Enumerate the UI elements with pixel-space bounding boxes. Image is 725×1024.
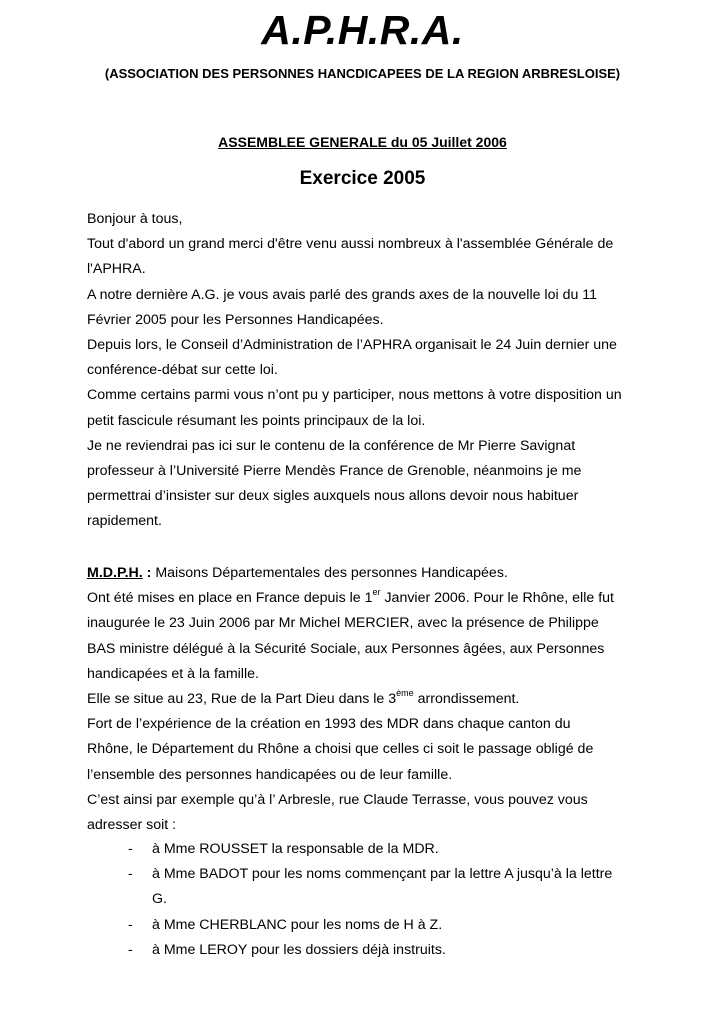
mdph-section [87, 561, 647, 838]
list-item-text: à Mme CHERBLANC pour les noms de H à Z. [152, 916, 443, 933]
mdph-acronym: M.D.P.H. [87, 565, 143, 581]
text-line: A notre dernière A.G. je vous avais parlé des grands axes de la nouvelle loi du 11 [87, 286, 598, 303]
meeting-heading [0, 132, 725, 152]
list-item-text: à Mme BADOT pour les noms commençant par la lettre A jusqu’à la lettre [152, 866, 613, 883]
superscript: ème [396, 688, 414, 699]
superscript: er [372, 587, 381, 598]
text-line: Fort de l’expérience de la création en 1993 des MDR dans chaque canton du [87, 716, 571, 733]
list-item-continuation: G. [152, 891, 167, 908]
text-line: permettrai d’insister sur deux sigles auxquels nous allons devoir nous habituer [87, 488, 579, 505]
text-line: l'APHRA. [87, 261, 146, 278]
text-line: l’ensemble des personnes handicapées ou de leur famille. [87, 766, 453, 783]
list-item-text: à Mme ROUSSET la responsable de la MDR. [152, 841, 439, 857]
text-line: conférence-débat sur cette loi. [87, 362, 278, 379]
list-item [128, 862, 648, 912]
text-line: BAS ministre délégué à la Sécurité Sociale, aux Personnes âgées, aux Personnes [87, 640, 605, 657]
list-item [128, 938, 648, 963]
mdph-definition-line [87, 561, 647, 586]
dash-bullet: - [128, 866, 133, 883]
text-line: Février 2005 pour les Personnes Handicapées. [87, 311, 384, 328]
dash-bullet: - [128, 916, 133, 933]
text-segment: Elle se situe au 23, Rue de la Part Dieu dans le 3 [87, 690, 397, 707]
text-line [87, 687, 647, 712]
text-line: handicapées et à la famille. [87, 665, 259, 682]
text-line: Depuis lors, le Conseil d’Administration de l’APHRA organisait le 24 Juin dernier une [87, 336, 617, 353]
list-item [128, 837, 648, 862]
list-item [128, 913, 648, 938]
text-segment: arrondissement. [413, 690, 520, 707]
text-line: professeur à l’Université Pierre Mendès France de Grenoble, néanmoins je me [87, 462, 582, 479]
dash-bullet: - [128, 941, 133, 958]
text-line: C’est ainsi par exemple qu’à l’ Arbresle, rue Claude Terrasse, vous pouvez vous [87, 791, 588, 808]
association-full-name: (ASSOCIATION DES PERSONNES HANCDICAPEES DE LA REGION ARBRESLOISE) [104, 66, 621, 81]
text-line: rapidement. [87, 513, 162, 530]
text-line: Tout d'abord un grand merci d'être venu aussi nombreux à l'assemblée Générale de [87, 236, 614, 253]
text-line: Bonjour à tous, [87, 211, 183, 227]
contact-list [128, 837, 648, 963]
text-line: inaugurée le 23 Juin 2006 par Mr Michel MERCIER, avec la présence de Philippe [87, 615, 599, 632]
text-line: adresser soit : [87, 816, 177, 833]
mdph-colon: : [142, 565, 156, 581]
text-segment: Janvier 2006. Pour le Rhône, elle fut [380, 590, 614, 607]
text-line: Rhône, le Département du Rhône a choisi que celles ci soit le passage obligé de [87, 741, 594, 758]
mdph-definition: Maisons Départementales des personnes Handicapées. [155, 565, 508, 581]
text-line: petit fascicule résumant les points principaux de la loi. [87, 412, 426, 429]
intro-paragraph [87, 207, 647, 534]
list-item-text: à Mme LEROY pour les dossiers déjà instruits. [152, 941, 446, 958]
text-segment: Ont été mises en place en France depuis le 1 [87, 590, 373, 607]
text-line [87, 586, 647, 611]
meeting-label: ASSEMBLEE GENERALE du 05 Juillet 2006 [218, 134, 507, 150]
exercice-heading: Exercice 2005 [299, 168, 426, 189]
text-line: Je ne reviendrai pas ici sur le contenu de la conférence de Mr Pierre Savignat [87, 437, 576, 454]
document-title: A.P.H.R.A. [261, 7, 464, 53]
dash-bullet: - [128, 841, 133, 857]
text-line: Comme certains parmi vous n’ont pu y participer, nous mettons à votre disposition un [87, 387, 622, 404]
